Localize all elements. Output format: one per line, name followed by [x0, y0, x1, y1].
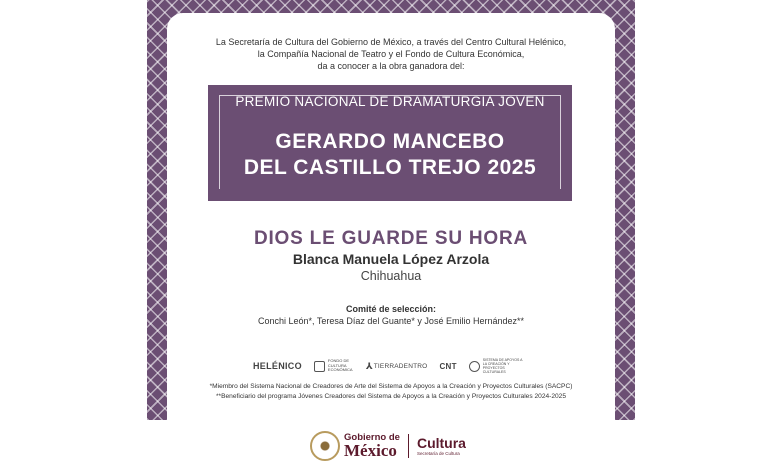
award-banner — [208, 85, 572, 201]
announcement-card — [167, 13, 615, 420]
footnote-1: *Miembro del Sistema Nacional de Creadores de Arte del Sistema de Apoyos a la Creación y Proyectos Culturales (SACPC) — [209, 383, 573, 390]
tierradentro-mark-icon: ⅄ — [365, 360, 373, 371]
author-state: Chihuahua — [360, 269, 422, 283]
intro-line-1: La Secretaría de Cultura del Gobierno de México, a través del Centro Cultural Helénico, — [215, 37, 567, 47]
cnt-logo-text: CNT — [439, 361, 457, 371]
logo-divider — [408, 434, 409, 458]
award-title — [208, 129, 572, 181]
mexico-line: México — [344, 441, 397, 461]
author-name: Blanca Manuela López Arzola — [292, 251, 490, 267]
tierradentro-logo — [366, 361, 428, 372]
sacpc-logo-text: SISTEMA DE APOYOS A LA CREACIÓN Y PROYECTOS CULTURALES — [482, 358, 523, 374]
award-title-line-1: GERARDO MANCEBO — [275, 130, 505, 153]
intro-line-2: la Compañía Nacional de Teatro y el Fondo de Cultura Económica, — [257, 49, 525, 59]
sacpc-mark-icon — [469, 361, 480, 372]
intro-line-3: da a conocer a la obra ganadora del: — [317, 61, 465, 71]
cultura-line: Cultura — [416, 434, 466, 451]
cultura-logo — [417, 436, 466, 457]
mexico-seal-icon — [310, 431, 340, 461]
cnt-logo — [439, 362, 456, 371]
winning-work-title: DIOS LE GUARDE SU HORA — [253, 228, 529, 249]
gobierno-line: Gobierno de — [344, 431, 400, 443]
committee-members: Conchi León*, Teresa Díaz del Guante* y José Emilio Hernández** — [258, 316, 524, 326]
award-title-line-2: DEL CASTILLO TREJO 2025 — [243, 156, 537, 179]
partner-logos — [253, 358, 523, 374]
fce-mark-icon — [314, 361, 325, 372]
helenico-logo-text: HELÉNICO — [253, 361, 302, 371]
intro-text — [167, 36, 615, 72]
gobierno-de-mexico-logo — [344, 433, 400, 460]
tierradentro-logo-text: TIERRADENTRO — [373, 362, 428, 370]
footnotes — [167, 382, 615, 401]
fce-logo — [314, 359, 354, 373]
government-footer — [310, 430, 466, 462]
award-subtitle: PREMIO NACIONAL DE DRAMATURGIA JOVEN — [235, 94, 545, 109]
sacpc-logo — [469, 358, 523, 374]
footnote-2: **Beneficiario del programa Jóvenes Creadores del Sistema de Apoyos a la Creación y Proyectos Culturales 2024-2025 — [215, 392, 567, 400]
committee-label: Comité de selección: — [345, 304, 437, 314]
fce-logo-text: FONDO DE CULTURA ECONÓMICA — [327, 358, 353, 373]
helenico-logo — [253, 361, 302, 371]
cultura-subline: Secretaría de Cultura — [416, 450, 460, 456]
